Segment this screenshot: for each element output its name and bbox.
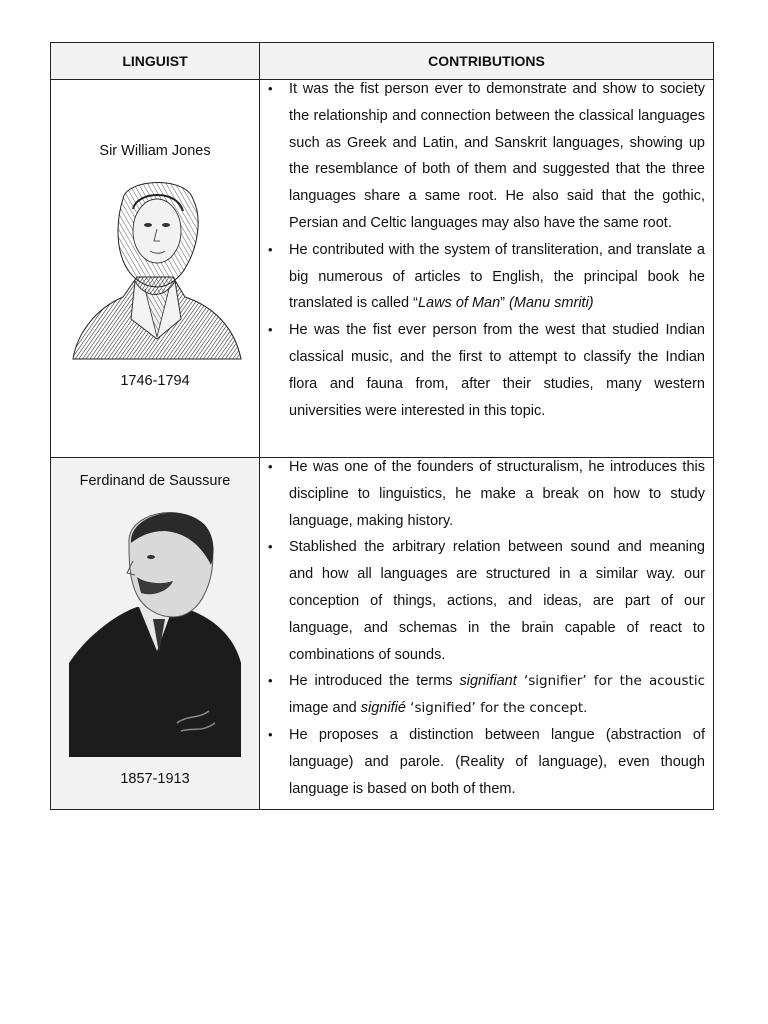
linguist-name: Sir William Jones: [99, 143, 211, 159]
list-item: • He was one of the founders of structuralism, he introduces this discipline to linguistics, he make a break on how to study language, making history.: [260, 454, 705, 534]
header-row: [51, 43, 714, 80]
linguist-name: Ferdinand de Saussure: [79, 473, 231, 489]
header-contributions: CONTRIBUTIONS: [260, 43, 714, 80]
contributions-list: [260, 76, 713, 424]
list-item: • Stablished the arbitrary relation between sound and meaning and how all languages are structured in a similar way. our conception of things, actions, and ideas, are part of our language, and schemas in the brain capable of react to combinations of sounds.: [260, 534, 705, 668]
linguist-cell: [51, 80, 260, 458]
linguist-years: 1746-1794: [120, 373, 190, 389]
linguists-table: [50, 42, 714, 810]
header-linguist: LINGUIST: [51, 43, 260, 80]
linguist-cell: [51, 458, 260, 810]
list-item: • He introduced the terms signifiant ‘signifier’ for the acoustic image and signifié ‘signified’ for the concept.: [260, 668, 705, 722]
table-row: [51, 80, 714, 458]
list-item: • It was the fist person ever to demonstrate and show to society the relationship and connection between the classical languages such as Greek and Latin, and Sanskrit languages, showing up the resemblance of both of them and suggested that the three languages share a same root. He also said that the gothic, Persian and Celtic languages may also have the same root.: [260, 76, 705, 237]
list-item: • He contributed with the system of transliteration, and translate a big numerous of articles to English, the principal book he translated is called “Laws of Man” (Manu smriti): [260, 237, 705, 317]
table-row: [51, 458, 714, 810]
contributions-cell: [260, 458, 714, 810]
contributions-cell: [260, 80, 714, 458]
photo-portrait-icon: [69, 503, 241, 757]
engraved-portrait-icon: [65, 169, 245, 365]
contributions-list: [260, 454, 713, 802]
list-item: • He proposes a distinction between langue (abstraction of language) and parole. (Reality of language), even though language is based on both of them.: [260, 722, 705, 802]
list-item: • He was the fist ever person from the west that studied Indian classical music, and the first to attempt to classify the Indian flora and fauna from, after their studies, many western universities were interested in this topic.: [260, 317, 705, 424]
linguist-years: 1857-1913: [120, 771, 190, 787]
